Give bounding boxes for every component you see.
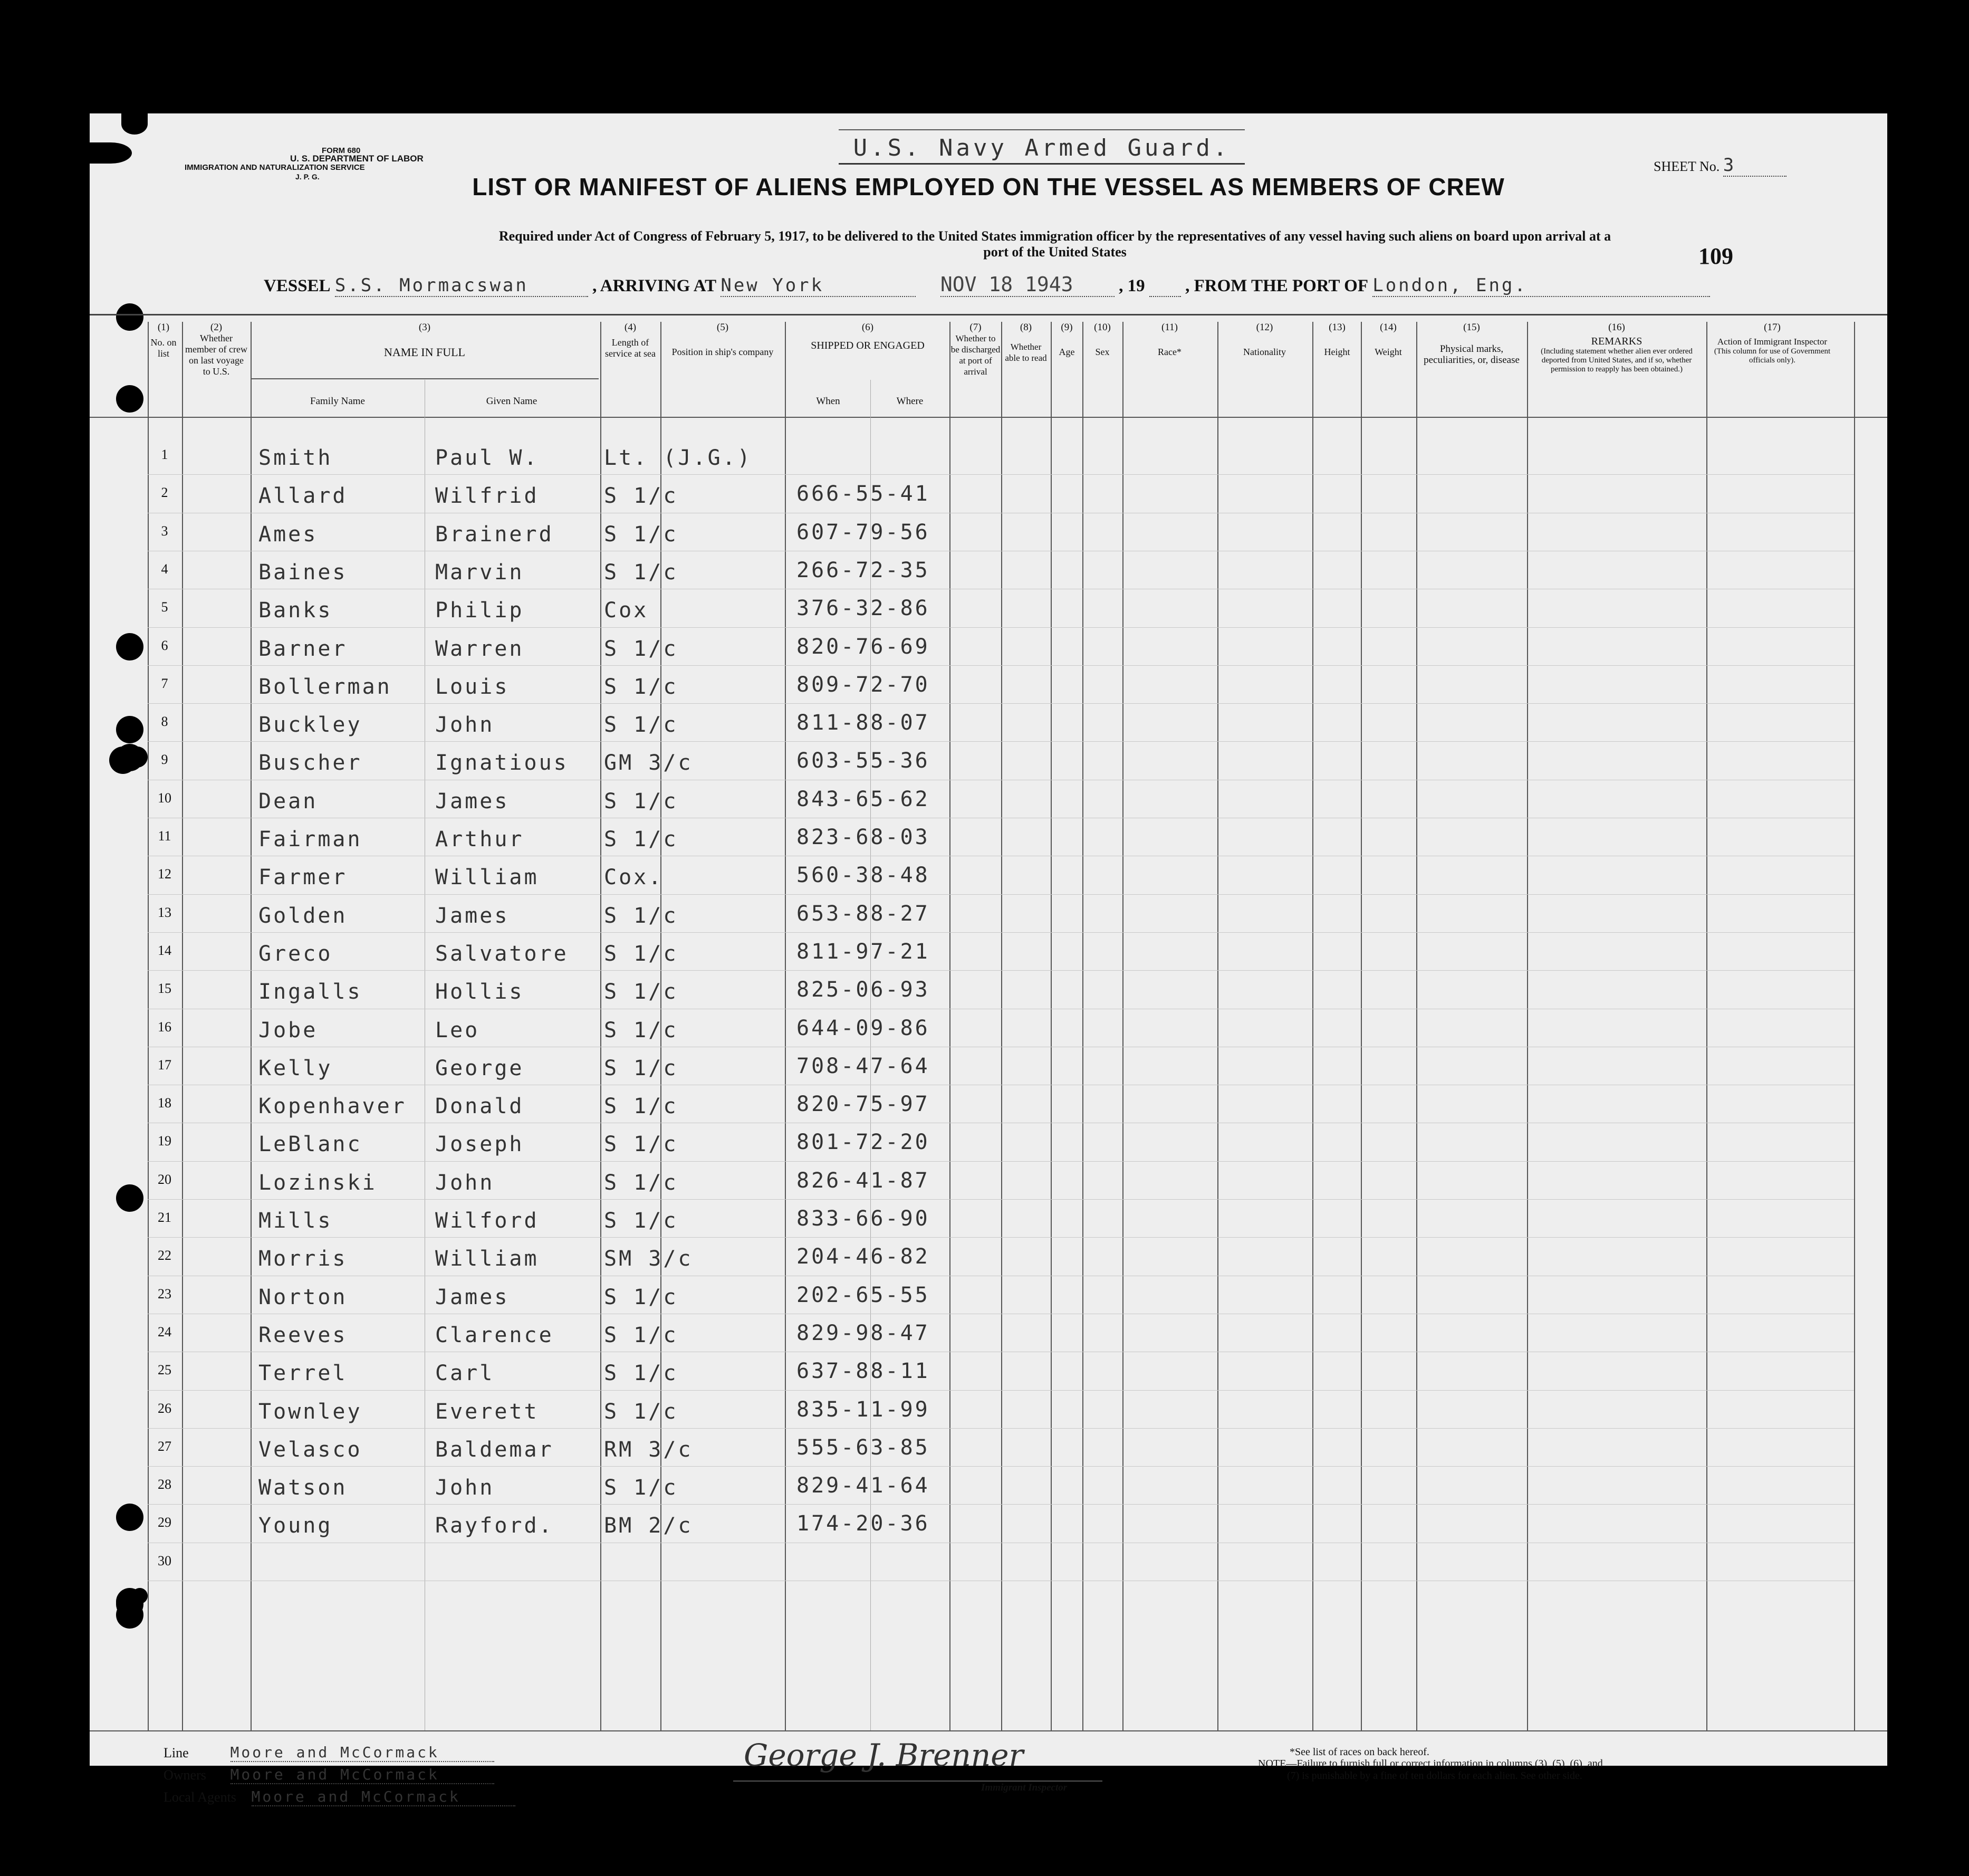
given-name: Donald: [435, 1094, 524, 1119]
service-rate: S 1/c: [604, 1056, 678, 1080]
col-3-header: (3) NAME IN FULL: [384, 322, 465, 359]
row-number: 11: [158, 828, 171, 844]
row-number: 25: [158, 1362, 171, 1378]
row-number: 1: [161, 447, 168, 462]
service-number: 637-88-11: [796, 1359, 930, 1384]
given-name: Leo: [435, 1018, 480, 1042]
punch-hole: [116, 303, 143, 331]
row-rule: [148, 1428, 1854, 1429]
given-name: Brainerd: [435, 522, 554, 547]
service-number: 555-63-85: [796, 1435, 930, 1460]
given-name: George: [435, 1056, 524, 1080]
service-number: 376-32-86: [796, 596, 930, 621]
punch-hole: [90, 142, 132, 164]
given-name: Philip: [435, 598, 524, 623]
row-number: 3: [161, 523, 168, 539]
row-number: 30: [158, 1553, 171, 1568]
family-name: Buscher: [258, 751, 362, 776]
family-name: Barner: [258, 636, 348, 661]
col-divider: [251, 322, 252, 1730]
service-rate: S 1/c: [604, 980, 678, 1004]
given-name: William: [435, 865, 539, 890]
service-number: 266-72-35: [796, 558, 930, 582]
row-rule: [148, 741, 1854, 742]
punch-hole: [116, 1591, 143, 1618]
punch-hole: [116, 716, 143, 743]
given-name: Clarence: [435, 1323, 554, 1347]
row-number: 21: [158, 1210, 171, 1225]
col-divider: [1416, 322, 1417, 1730]
row-number: 14: [158, 942, 171, 958]
service-rate: SM 3/c: [604, 1247, 693, 1271]
col-divider: [1854, 322, 1855, 1730]
given-name: James: [435, 789, 510, 813]
col-divider: [1361, 322, 1362, 1730]
col-1-header: (1) No. on list: [150, 322, 177, 359]
service-rate: S 1/c: [604, 1018, 678, 1042]
service-number: 560-38-48: [796, 863, 930, 888]
service-rate: S 1/c: [604, 827, 678, 851]
where-header: Where: [896, 396, 924, 407]
row-number: 20: [158, 1171, 171, 1187]
service-number: 820-76-69: [796, 634, 930, 659]
family-name: Greco: [258, 941, 333, 966]
family-name: Ames: [258, 522, 318, 547]
service-number: 809-72-70: [796, 672, 930, 697]
family-name: Terrel: [258, 1361, 348, 1386]
col-divider: [1082, 322, 1083, 1730]
service-rate: S 1/c: [604, 1399, 678, 1424]
inspector-signature: George J. Brenner: [733, 1728, 1102, 1782]
col-divider: [182, 322, 183, 1730]
vessel-line: VESSEL S.S. Mormacswan , ARRIVING AT New York NOV 18 1943 , 19 , FROM THE PORT OF London, Eng.: [264, 273, 1804, 299]
service-rate: S 1/c: [604, 789, 678, 813]
col-16-header: (16) REMARKS (Including statement whether alien ever ordered deported from United States, and if so, whether permission to reapply has been obtained.): [1541, 322, 1693, 374]
service-number: 825-06-93: [796, 978, 930, 1002]
given-name: James: [435, 1285, 510, 1309]
agents-value: Moore and McCormack: [252, 1788, 515, 1806]
family-name: Velasco: [258, 1437, 362, 1462]
service-rate: RM 3/c: [604, 1437, 693, 1462]
row-rule: [148, 894, 1854, 895]
row-number: 24: [158, 1324, 171, 1339]
col-divider: [1122, 322, 1123, 1730]
service-rate: S 1/c: [604, 1476, 678, 1500]
family-name: Morris: [258, 1247, 348, 1271]
row-number: 27: [158, 1438, 171, 1454]
service-rate: BM 2/c: [604, 1514, 693, 1538]
service-rate: S 1/c: [604, 713, 678, 738]
form-code: J. P. G.: [295, 173, 320, 181]
col-2-header: (2) Whether member of crew on last voyage to U.S.: [185, 322, 247, 377]
given-name: John: [435, 713, 495, 738]
row-number: 17: [158, 1057, 171, 1073]
row-number: 29: [158, 1515, 171, 1530]
given-name: John: [435, 1476, 495, 1500]
given-name: Marvin: [435, 560, 524, 585]
service-number: 607-79-56: [796, 520, 930, 544]
given-name: Wilfrid: [435, 484, 539, 509]
col-14-header: (14) Weight: [1375, 322, 1402, 357]
row-number: 10: [158, 790, 171, 806]
service-number: 843-65-62: [796, 787, 930, 811]
col-divider: [949, 322, 950, 1730]
row-number: 15: [158, 981, 171, 997]
family-name: Norton: [258, 1285, 348, 1309]
row-number: 5: [161, 599, 168, 615]
service-number: 644-09-86: [796, 1016, 930, 1040]
family-name: Reeves: [258, 1323, 348, 1347]
row-rule: [148, 665, 1854, 666]
col-5-header: (5) Position in ship's company: [671, 322, 774, 357]
service-rate: S 1/c: [604, 1209, 678, 1233]
family-name: Young: [258, 1514, 333, 1538]
family-name: Farmer: [258, 865, 348, 890]
row-rule: [148, 703, 1854, 704]
service-number: 811-88-07: [796, 711, 930, 735]
col-13-header: (13) Height: [1324, 322, 1350, 357]
family-name: Lozinski: [258, 1170, 377, 1195]
family-name: Kelly: [258, 1056, 333, 1080]
form-id: FORM 680: [322, 146, 361, 155]
service-number: 202-65-55: [796, 1282, 930, 1307]
family-name: Allard: [258, 484, 348, 509]
service-number: 801-72-20: [796, 1130, 930, 1155]
service-number: 653-88-27: [796, 901, 930, 926]
punch-hole: [127, 746, 148, 768]
family-name: Baines: [258, 560, 348, 585]
sheet-number: 3: [1723, 155, 1786, 177]
row-number: 12: [158, 866, 171, 882]
vessel-name: S.S. Mormacswan: [335, 275, 588, 297]
service-number: 174-20-36: [796, 1511, 930, 1536]
service-rate: S 1/c: [604, 1285, 678, 1309]
manifest-sheet: [90, 113, 1887, 1805]
family-name: Smith: [258, 446, 333, 470]
col-4-header: (4) Length of service at sea: [605, 322, 656, 359]
row-rule: [148, 932, 1854, 933]
row-rule: [148, 627, 1854, 628]
service-rate: Lt. (J.G.): [604, 446, 752, 470]
family-name: Dean: [258, 789, 318, 813]
form-dept: U. S. DEPARTMENT OF LABOR: [290, 154, 424, 164]
given-name: Baldemar: [435, 1437, 554, 1462]
row-number: 6: [161, 637, 168, 653]
row-rule: [148, 474, 1854, 475]
row-number: 28: [158, 1477, 171, 1492]
given-name: William: [435, 1247, 539, 1271]
family-name: Bollerman: [258, 674, 392, 699]
family-name: Fairman: [258, 827, 362, 851]
owners-value: Moore and McCormack: [230, 1766, 494, 1784]
given-name: Salvatore: [435, 941, 569, 966]
service-number: 811-97-21: [796, 939, 930, 964]
given-name: Everett: [435, 1399, 539, 1424]
footer-agents: Local Agents Moore and McCormack: [164, 1788, 515, 1806]
row-rule: [148, 1237, 1854, 1238]
punch-hole: [116, 633, 143, 661]
service-rate: S 1/c: [604, 1132, 678, 1157]
service-number: 204-46-82: [796, 1245, 930, 1269]
form-title: LIST OR MANIFEST OF ALIENS EMPLOYED ON THE VESSEL AS MEMBERS OF CREW: [472, 173, 1505, 200]
given-name: Paul W.: [435, 446, 539, 470]
col-divider: [600, 322, 601, 1730]
row-number: 9: [161, 752, 168, 768]
family-name: LeBlanc: [258, 1132, 362, 1157]
family-name: Ingalls: [258, 980, 362, 1004]
races-note: *See list of races on back hereof.: [1290, 1746, 1429, 1758]
inspector-label: Immigrant Inspector: [981, 1782, 1068, 1793]
footer-owners: Owners Moore and McCormack: [164, 1766, 494, 1784]
service-number: 820-75-97: [796, 1092, 930, 1117]
service-rate: S 1/c: [604, 674, 678, 699]
family-name: Mills: [258, 1209, 333, 1233]
family-name: Banks: [258, 598, 333, 623]
given-name: Joseph: [435, 1132, 524, 1157]
row-number: 18: [158, 1095, 171, 1111]
page-number: 109: [1698, 243, 1733, 269]
service-rate: S 1/c: [604, 1323, 678, 1347]
given-name: Ignatious: [435, 751, 569, 776]
row-rule: [148, 1504, 1854, 1505]
family-name: Golden: [258, 903, 348, 928]
family-name: Kopenhaver: [258, 1094, 407, 1119]
col-9-header: (9) Age: [1059, 322, 1075, 357]
given-name: Hollis: [435, 980, 524, 1004]
family-name: Jobe: [258, 1018, 318, 1042]
date-stamp: NOV 18 1943: [940, 273, 1115, 297]
row-number: 7: [161, 675, 168, 691]
col-8-header: (8) Whether able to read: [1005, 322, 1047, 363]
form-service: IMMIGRATION AND NATURALIZATION SERVICE: [185, 163, 365, 172]
row-number: 16: [158, 1019, 171, 1035]
form-subtitle: Required under Act of Congress of February 5, 1917, to be delivered to the United States immigration officer by the representatives of any vessel having such aliens on board upon arrival at a port of the United States: [498, 228, 1611, 260]
service-number: 823-68-03: [796, 825, 930, 849]
given-name: Wilford: [435, 1209, 539, 1233]
service-number: 833-66-90: [796, 1207, 930, 1231]
from-port: London, Eng.: [1372, 275, 1710, 297]
row-number: 22: [158, 1248, 171, 1264]
line-value: Moore and McCormack: [230, 1744, 494, 1762]
header-bottom-rule: [90, 417, 1887, 418]
service-number: 666-55-41: [796, 482, 930, 506]
service-rate: Cox.: [604, 865, 664, 890]
punch-hole: [116, 1504, 143, 1531]
service-rate: S 1/c: [604, 484, 678, 509]
family-name: Watson: [258, 1476, 348, 1500]
service-rate: S 1/c: [604, 1170, 678, 1195]
col-divider: [1051, 322, 1052, 1730]
family-name: Buckley: [258, 713, 362, 738]
service-rate: S 1/c: [604, 560, 678, 585]
service-rate: S 1/c: [604, 941, 678, 966]
given-name: Warren: [435, 636, 524, 661]
service-rate: S 1/c: [604, 1361, 678, 1386]
row-number: 19: [158, 1133, 171, 1149]
given-name: Louis: [435, 674, 510, 699]
service-number: 708-47-64: [796, 1054, 930, 1078]
service-number: 603-55-36: [796, 749, 930, 773]
col-17-header: (17) Action of Immigrant Inspector (This column for use of Government officials only).: [1714, 322, 1831, 365]
punch-hole: [121, 113, 148, 135]
arriving-port: New York: [721, 275, 916, 297]
row-rule: [148, 1466, 1854, 1467]
stamp-armed-guard: U.S. Navy Armed Guard.: [839, 129, 1245, 165]
service-number: 826-41-87: [796, 1168, 930, 1193]
col-divider: [1706, 322, 1707, 1730]
given-name: Arthur: [435, 827, 524, 851]
sheet-label: SHEET No. 3: [1654, 155, 1786, 177]
when-header: When: [816, 396, 840, 407]
punch-hole: [116, 385, 143, 413]
col-7-header: (7) Whether to be discharged at port of arrival: [950, 322, 1001, 377]
service-rate: S 1/c: [604, 1094, 678, 1119]
given-name: James: [435, 903, 510, 928]
header-rule: [90, 314, 1887, 315]
penalty-note: NOTE—Failure to furnish full or correct information in columns (3), (5), (6), and (7) is punishable by a fine of ten dollars for each alien. See other side.: [1258, 1758, 1603, 1782]
row-number: 23: [158, 1286, 171, 1301]
given-name-header: Given Name: [486, 396, 537, 407]
service-number: 835-11-99: [796, 1397, 930, 1422]
row-number: 26: [158, 1400, 171, 1416]
family-name-header: Family Name: [310, 396, 365, 407]
col-6-header: (6) SHIPPED OR ENGAGED: [811, 322, 925, 351]
service-rate: S 1/c: [604, 522, 678, 547]
given-name: John: [435, 1170, 495, 1195]
row-rule: [148, 1161, 1854, 1162]
row-rule: [148, 1199, 1854, 1200]
name-subrule: [251, 378, 599, 379]
col-divider: [1312, 322, 1313, 1730]
service-rate: S 1/c: [604, 636, 678, 661]
service-rate: Cox: [604, 598, 649, 623]
service-rate: GM 3/c: [604, 751, 693, 776]
row-number: 8: [161, 714, 168, 730]
service-rate: S 1/c: [604, 903, 678, 928]
col-divider: [785, 322, 786, 1730]
service-number: 829-98-47: [796, 1320, 930, 1345]
col-11-header: (11) Race*: [1158, 322, 1182, 357]
row-number: 13: [158, 904, 171, 920]
row-rule: [148, 970, 1854, 971]
col-divider: [1001, 322, 1002, 1730]
col-divider: [1217, 322, 1218, 1730]
col-12-header: (12) Nationality: [1243, 322, 1286, 357]
row-number: 2: [161, 485, 168, 501]
family-name: Townley: [258, 1399, 362, 1424]
punch-hole: [116, 1184, 143, 1212]
given-name: Carl: [435, 1361, 495, 1386]
col-10-header: (10) Sex: [1094, 322, 1111, 357]
service-number: 829-41-64: [796, 1473, 930, 1498]
given-name: Rayford.: [435, 1514, 554, 1538]
col-15-header: (15) Physical marks, peculiarities, or, disease: [1424, 322, 1520, 366]
row-rule: [148, 1390, 1854, 1391]
footer-line: Line Moore and McCormack: [164, 1744, 494, 1762]
row-number: 4: [161, 561, 168, 577]
col-divider: [1527, 322, 1528, 1730]
